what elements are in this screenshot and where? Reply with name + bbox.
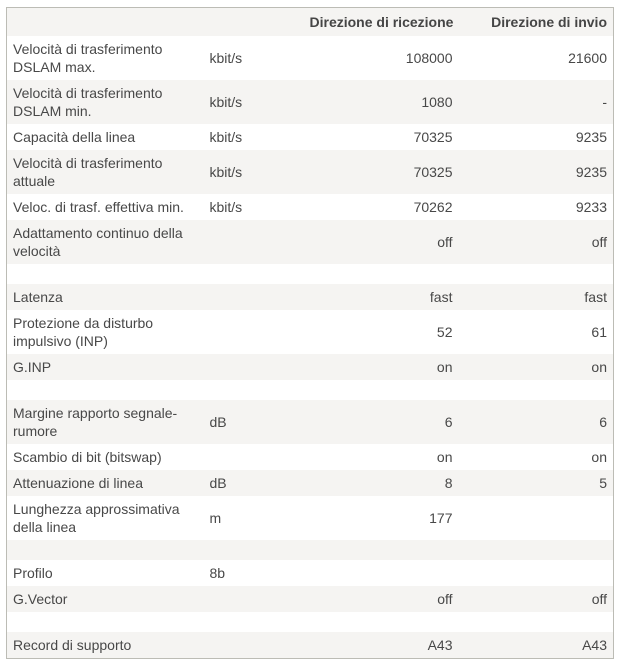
row-label-cell: G.Vector bbox=[13, 591, 68, 607]
row-label-cell: Veloc. di trasf. effettiva min. bbox=[13, 199, 184, 215]
row-tx-cell: 9235 bbox=[575, 129, 607, 145]
row-tx-cell: 9235 bbox=[575, 164, 607, 180]
header-send-direction: Direzione di invio bbox=[491, 14, 607, 30]
row-label-cell: Velocità di trasferimento DSLAM min. bbox=[13, 85, 163, 119]
row-tx-cell: 9233 bbox=[575, 199, 607, 215]
row-label-cell: Margine rapporto segnale-rumore bbox=[13, 405, 178, 439]
row-tx-cell: on bbox=[591, 449, 607, 465]
row-unit-cell: kbit/s bbox=[209, 94, 243, 110]
row-label-cell: Profilo bbox=[13, 565, 53, 581]
table-row bbox=[7, 470, 614, 496]
row-tx-cell: off bbox=[591, 591, 607, 607]
table-row bbox=[7, 400, 614, 444]
row-unit-cell bbox=[204, 220, 304, 264]
spacer-cell bbox=[7, 264, 614, 284]
row-label-cell: G.INP bbox=[13, 359, 52, 375]
spacer-row bbox=[7, 540, 614, 560]
row-label-cell: Adattamento continuo della velocità bbox=[13, 225, 183, 259]
table-row bbox=[7, 354, 614, 380]
row-label-cell: Record di supporto bbox=[13, 637, 132, 653]
row-tx-cell: 5 bbox=[599, 475, 607, 491]
header-unit-cell bbox=[204, 8, 304, 37]
table-row bbox=[7, 560, 614, 586]
table-row bbox=[7, 36, 614, 80]
row-unit-cell: dB bbox=[209, 414, 227, 430]
row-label-cell: Velocità di trasferimento attuale bbox=[13, 155, 163, 189]
row-unit-cell bbox=[204, 444, 304, 470]
row-unit-cell bbox=[204, 284, 304, 310]
row-tx-cell: 61 bbox=[591, 324, 607, 340]
row-label-cell: Velocità di trasferimento DSLAM max. bbox=[13, 41, 163, 75]
row-label-cell: Latenza bbox=[13, 289, 63, 305]
row-rx-cell: 108000 bbox=[405, 50, 453, 66]
row-unit-cell: kbit/s bbox=[209, 129, 243, 145]
row-tx-cell: fast bbox=[584, 289, 607, 305]
row-rx-cell: 8 bbox=[444, 475, 453, 491]
row-label-cell: Capacità della linea bbox=[13, 129, 136, 145]
table-row bbox=[7, 124, 614, 150]
row-unit-cell: 8b bbox=[209, 565, 226, 581]
row-rx-cell: 6 bbox=[444, 414, 453, 430]
row-rx-cell: off bbox=[437, 591, 453, 607]
row-rx-cell: 52 bbox=[436, 324, 453, 340]
table-row bbox=[7, 150, 614, 194]
row-rx-cell: 1080 bbox=[421, 94, 453, 110]
table-row bbox=[7, 444, 614, 470]
table-row bbox=[7, 496, 614, 540]
table-row bbox=[7, 80, 614, 124]
row-unit-cell: kbit/s bbox=[209, 50, 243, 66]
row-label-cell: Scambio di bit (bitswap) bbox=[13, 449, 162, 465]
row-rx-cell: 70325 bbox=[413, 164, 453, 180]
row-tx-cell bbox=[459, 496, 614, 540]
table-row bbox=[7, 220, 614, 264]
row-rx-cell bbox=[304, 560, 459, 586]
row-tx-cell: off bbox=[591, 234, 607, 250]
row-rx-cell: 70262 bbox=[413, 199, 453, 215]
table-row bbox=[7, 194, 614, 220]
row-tx-cell: on bbox=[591, 359, 607, 375]
row-tx-cell bbox=[459, 560, 614, 586]
row-unit-cell: m bbox=[209, 510, 222, 526]
row-unit-cell: kbit/s bbox=[209, 199, 243, 215]
row-tx-cell: 6 bbox=[599, 414, 607, 430]
table-body bbox=[7, 36, 614, 659]
row-rx-cell: 70325 bbox=[413, 129, 453, 145]
spacer-row bbox=[7, 612, 614, 632]
row-tx-cell: 21600 bbox=[568, 50, 607, 66]
table-row bbox=[7, 310, 614, 354]
row-unit-cell bbox=[204, 632, 304, 659]
table-row bbox=[7, 632, 614, 659]
table-row bbox=[7, 284, 614, 310]
table-row bbox=[7, 586, 614, 612]
spacer-cell bbox=[7, 380, 614, 400]
row-unit-cell: kbit/s bbox=[209, 164, 243, 180]
row-label-cell: Protezione da disturbo impulsivo (INP) bbox=[13, 315, 154, 349]
row-rx-cell: 177 bbox=[429, 510, 453, 526]
row-label-cell: Attenuazione di linea bbox=[13, 475, 143, 491]
dsl-statistics-panel bbox=[6, 7, 613, 659]
dsl-statistics-table bbox=[6, 7, 614, 659]
row-rx-cell: off bbox=[437, 234, 453, 250]
row-rx-cell: fast bbox=[429, 289, 453, 305]
spacer-row bbox=[7, 264, 614, 284]
row-rx-cell: on bbox=[436, 359, 453, 375]
row-tx-cell: A43 bbox=[582, 637, 607, 653]
row-unit-cell bbox=[204, 586, 304, 612]
row-label-cell: Lunghezza approssimativa della linea bbox=[13, 501, 180, 535]
row-unit-cell bbox=[204, 354, 304, 380]
row-rx-cell: A43 bbox=[427, 637, 453, 653]
table-header-row bbox=[7, 8, 614, 37]
spacer-cell bbox=[7, 540, 614, 560]
row-rx-cell: on bbox=[436, 449, 453, 465]
row-unit-cell bbox=[204, 310, 304, 354]
spacer-row bbox=[7, 380, 614, 400]
header-label-cell bbox=[7, 8, 204, 37]
header-receive-direction: Direzione di ricezione bbox=[309, 14, 454, 30]
row-unit-cell: dB bbox=[209, 475, 227, 491]
row-tx-cell: - bbox=[602, 94, 607, 110]
spacer-cell bbox=[7, 612, 614, 632]
